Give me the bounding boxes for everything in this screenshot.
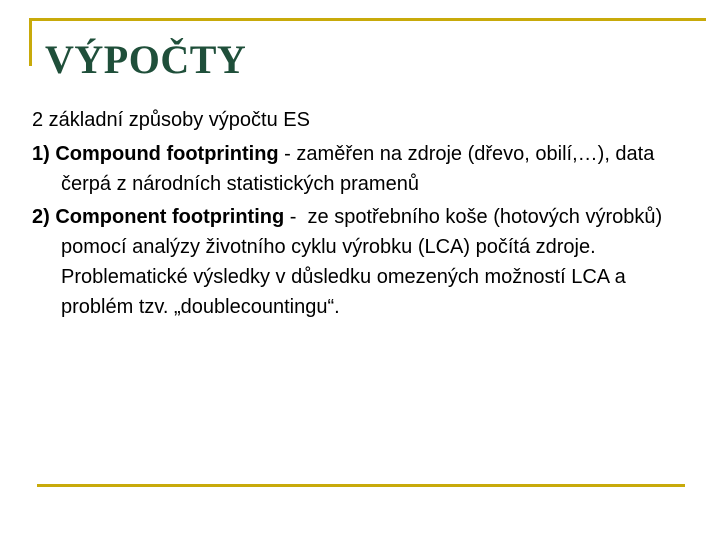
item-separator: -	[278, 143, 297, 165]
item-number: 1)	[32, 143, 50, 165]
item-text: zaměřen na zdroje (dřevo, obilí,…), data čerpá z národních statistických pramenů	[61, 143, 655, 195]
intro-text: 2 základní způsoby výpočtu ES	[32, 109, 310, 131]
item-text: ze spotřebního koše (hotových výrobků) pomocí analýzy životního cyklu výrobku (LCA) počítá zdroje. Problematické výsledky v důsledku omezených možností LCA a problém tzv. „doublecountingu“.	[61, 206, 663, 318]
left-accent-line	[29, 18, 32, 66]
item-term: Compound footprinting	[55, 143, 279, 165]
slide-content	[32, 105, 672, 325]
list-item-component	[32, 202, 672, 322]
list-item-compound	[32, 139, 672, 199]
top-accent-line	[29, 18, 706, 21]
item-term: Component footprinting	[55, 206, 285, 228]
item-separator: -	[284, 206, 308, 228]
slide-title: VÝPOČTY	[45, 37, 247, 82]
bottom-accent-line	[37, 484, 685, 487]
item-number: 2)	[32, 206, 50, 228]
